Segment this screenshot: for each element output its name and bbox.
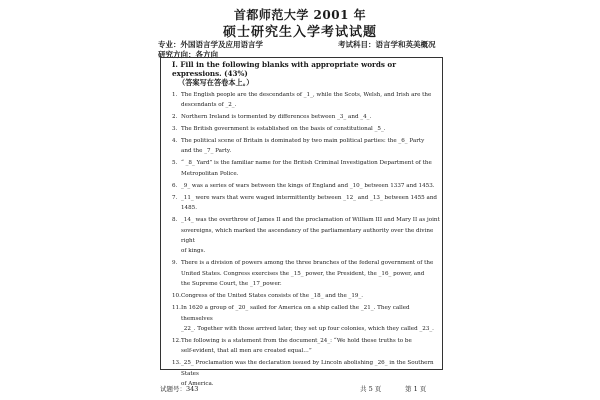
question-number: 11. [172, 305, 181, 312]
question-text: Metropolitan Police. [181, 170, 239, 177]
question-item [172, 181, 440, 191]
exam-code: 试题号：343 [160, 385, 199, 393]
question-item [172, 215, 440, 257]
question-number: 4. [172, 138, 178, 144]
question-text: _9_ was a series of wars between the kings of England and _10_ between 1337 and 1453. [181, 182, 435, 189]
question-text: descendants of _2_. [181, 102, 237, 108]
university-title: 首都师范大学 2001 年 [233, 8, 367, 22]
question-number: 8. [172, 217, 178, 224]
question-text: Northern Ireland is tormented by differences between _3_ and _4_. [181, 114, 372, 120]
question-text: of America. [181, 381, 214, 388]
question-number: 6. [172, 182, 178, 189]
question-text: Congress of the United States consists of the _18_ and the _19_. [181, 293, 364, 300]
question-item [172, 124, 440, 134]
question-item [172, 112, 440, 122]
question-text: The English people are the descendants of _1_, while the Scots, Welsh, and Irish are the [181, 91, 432, 98]
total-pages: 共 5 页 [360, 385, 382, 393]
question-text: The British government is established on the basis of constitutional _5_. [181, 126, 386, 132]
question-item [172, 336, 440, 357]
question-text: _22_. Together with those arrived later, they set up four colonies, which they called _23_. [181, 326, 434, 333]
question-section [172, 60, 440, 390]
question-text: of kings. [181, 248, 206, 255]
subject-label: 考试科目：语言学和英美概况 [338, 40, 436, 49]
question-text: 1485. [181, 205, 198, 212]
major-label: 专业：外国语言学及应用语言学 [158, 40, 263, 49]
question-item [172, 303, 440, 334]
question-number: 9. [172, 260, 178, 267]
question-text: In 1620 a group of _20_ sailed for America on a ship called the _21_. They called themselves [181, 305, 410, 322]
question-number: 10. [172, 293, 181, 300]
question-number: 1. [172, 91, 178, 98]
question-text: The political scene of Britain is dominated by two main political parties: the _6_ Party [181, 138, 425, 144]
question-text: The following is a statement from the document_24_: “We hold these truths to be [181, 338, 412, 345]
section-heading: I. Fill in the following blanks with appropriate words or expressions. (43%) [172, 60, 396, 78]
research-direction-label: 研究方向：各方向 [158, 50, 218, 59]
question-text: the Supreme Court, the _17_power. [181, 281, 282, 288]
question-number: 5. [172, 160, 178, 167]
question-item [172, 90, 440, 111]
page-number: 第 1 页 [405, 385, 427, 393]
section-note: （答案写在答卷本上。） [178, 78, 254, 87]
question-item [172, 193, 440, 214]
question-number: 13. [172, 360, 181, 367]
question-number: 12. [172, 338, 181, 345]
exam-title: 硕士研究生入学考试试题 [222, 25, 377, 40]
question-item [172, 291, 440, 301]
question-text: _14_ was the overthrow of James II and the proclamation of William III and Mary II as joint [181, 217, 440, 224]
question-text: self-evident, that all men are created equal…” [181, 348, 312, 355]
question-text: “ _8_ Yard” is the familiar name for the British Criminal Investigation Department of the [181, 160, 432, 167]
question-item [172, 258, 440, 289]
question-number: 7. [172, 194, 178, 201]
question-number: 3. [172, 126, 178, 132]
question-text: sovereigns, which marked the ascendancy of the parliamentary authority over the divine right [181, 227, 434, 245]
question-number: 2. [172, 114, 178, 120]
question-item [172, 358, 440, 389]
question-text: There is a division of powers among the three branches of the federal government of the [181, 260, 434, 267]
question-text: _11_ were wars that were waged intermittently between _12_ and _13_ between 1455 and [181, 194, 438, 201]
question-text: and the _7_ Party. [181, 148, 232, 155]
question-item [172, 136, 440, 157]
question-text: United States. Congress exercises the _15_ power, the President, the _16_ power, and [181, 270, 425, 277]
question-text: _25_ Proclamation was the declaration issued by Lincoln abolishing _26_ in the Southern States [181, 360, 434, 377]
question-item [172, 158, 440, 179]
